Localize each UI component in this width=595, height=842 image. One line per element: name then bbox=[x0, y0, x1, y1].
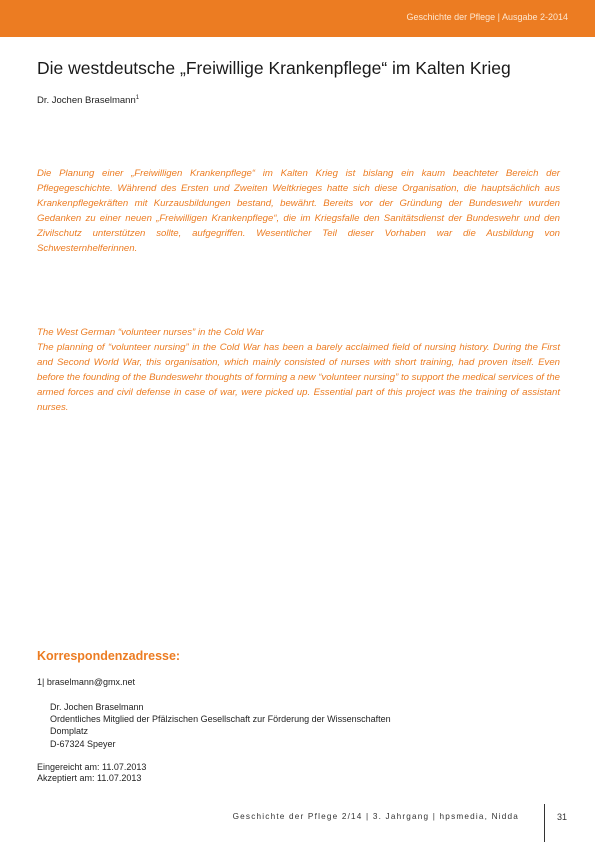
address-line: Dr. Jochen Braselmann bbox=[50, 702, 144, 712]
abstract-english-title: The West German “volunteer nurses” in the Cold War bbox=[37, 327, 264, 338]
address-line: Domplatz bbox=[50, 726, 89, 737]
page-number: 31 bbox=[557, 812, 568, 822]
abstract-german: Die Planung einer „Freiwilligen Krankenpflege“ im Kalten Krieg ist bislang ein kaum beachteter Bereich der Pflegegeschichte. Während des Ersten und Zweiten Weltkrieges hatte sich diese Organisation, die hauptsächlich aus Krankenpflegekräften mit Kurzausbildungen bestand, bewährt. Bereits vor der Gründung der Bundeswehr wurden Gedanken zu einer neuen „Freiwilligen Krankenpflege“, die im Kriegsfalle den Sanitätsdienst der Bundeswehr und den Zivilschutz unterstützen sollte, aufgegriffen. Wesentlicher Teil dieser Vorhaben war die Ausbildung von Schwesternhelferinnen. bbox=[37, 168, 560, 254]
header-bar bbox=[0, 0, 595, 37]
author-line bbox=[37, 95, 139, 106]
footer-divider bbox=[544, 804, 545, 842]
correspondence-address bbox=[50, 701, 391, 750]
accepted-date: Akzeptiert am: 11.07.2013 bbox=[37, 773, 142, 783]
abstract-english: The planning of “volunteer nursing” in the Cold War has been a barely acclaimed field of nursing history. During the First and Second World War, this organisation, which mainly consisted of nurses with short training, had proven itself. Even before the founding of the Bundeswehr thoughts of forming a new “volunteer nursing” to support the medical services of the armed forces and civil defense in case of war, were picked up. Essential part of this project was the training of assistant nurses. bbox=[37, 342, 560, 413]
correspondence-heading: Korrespondenzadresse: bbox=[37, 649, 181, 663]
correspondence-email: 1| braselmann@gmx.net bbox=[37, 677, 136, 687]
submission-dates bbox=[37, 762, 146, 784]
author-footnote-marker: 1 bbox=[135, 94, 140, 101]
address-line: D-67324 Speyer bbox=[50, 738, 116, 749]
footer-journal-info: Geschichte der Pflege 2/14 | 3. Jahrgang | hpsmedia, Nidda bbox=[232, 812, 519, 821]
received-date: Eingereicht am: 11.07.2013 bbox=[37, 762, 147, 772]
article-title: Die westdeutsche „Freiwillige Krankenpflege“ im Kalten Krieg bbox=[37, 58, 511, 78]
running-title: Geschichte der Pflege | Ausgabe 2-2014 bbox=[406, 12, 568, 22]
address-line: Ordentliches Mitglied der Pfälzischen Gesellschaft zur Förderung der Wissenschaften bbox=[50, 714, 391, 725]
author-name: Dr. Jochen Braselmann bbox=[37, 95, 136, 106]
